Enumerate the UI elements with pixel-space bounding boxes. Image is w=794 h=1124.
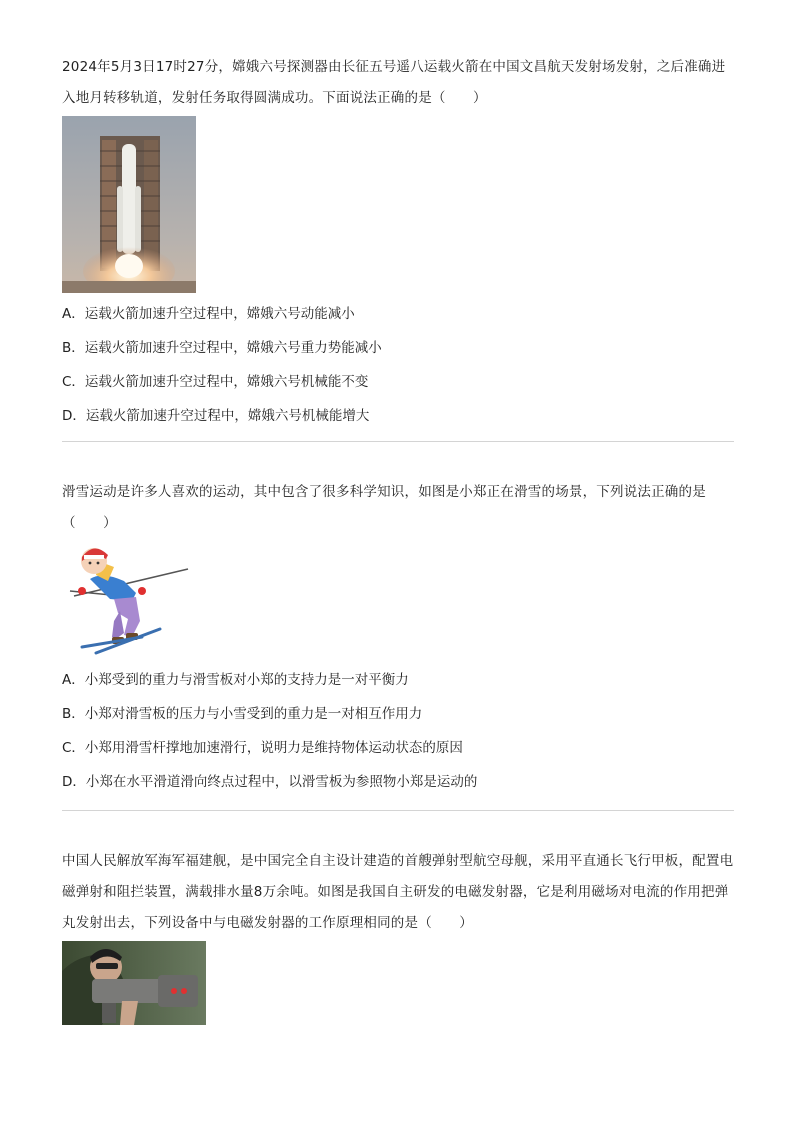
question-1-stem: 2024年5月3日17时27分，嫦娥六号探测器由长征五号遥八运载火箭在中国文昌航天发射场发射，之后准确进入地月转移轨道，发射任务取得圆满成功。下面说法正确的是（ ） (62, 59, 726, 106)
electromagnetic-launcher-photo (62, 941, 206, 1025)
question-3-stem: 中国人民解放军海军福建舰，是中国完全自主设计建造的首艘弹射型航空母舰，采用平直通长飞行甲板，配置电磁弹射和阻拦装置，满载排水量8万余吨。如图是我国自主研发的电磁发射器，它是利用磁场对电流的作用把弹丸发射出去，下列设备中与电磁发射器的工作原理相同的是（ ） (62, 853, 734, 931)
question-2-stem: 滑雪运动是许多人喜欢的运动，其中包含了很多科学知识，如图是小郑正在滑雪的场景，下列说法正确的是（ ） (62, 484, 706, 531)
rocket-launch-photo (62, 116, 196, 293)
question-1-option-d[interactable]: D．运载火箭加速升空过程中，嫦娥六号机械能增大 (62, 408, 370, 424)
question-2 (62, 477, 734, 799)
section-divider-1 (62, 441, 734, 442)
question-2-option-b[interactable]: B．小郑对滑雪板的压力与小雪受到的重力是一对相互作用力 (62, 706, 423, 722)
skier-illustration (62, 541, 192, 659)
question-1-option-a[interactable]: A．运载火箭加速升空过程中，嫦娥六号动能减小 (62, 306, 355, 322)
question-1 (62, 52, 734, 433)
section-divider-2 (62, 810, 734, 811)
question-3 (62, 846, 734, 1029)
question-2-option-a[interactable]: A．小郑受到的重力与滑雪板对小郑的支持力是一对平衡力 (62, 672, 409, 688)
question-2-option-c[interactable]: C．小郑用滑雪杆撑地加速滑行，说明力是维持物体运动状态的原因 (62, 740, 463, 756)
question-1-option-c[interactable]: C．运载火箭加速升空过程中，嫦娥六号机械能不变 (62, 374, 369, 390)
question-1-option-b[interactable]: B．运载火箭加速升空过程中，嫦娥六号重力势能减小 (62, 340, 382, 356)
question-2-option-d[interactable]: D．小郑在水平滑道滑向终点过程中，以滑雪板为参照物小郑是运动的 (62, 774, 478, 790)
